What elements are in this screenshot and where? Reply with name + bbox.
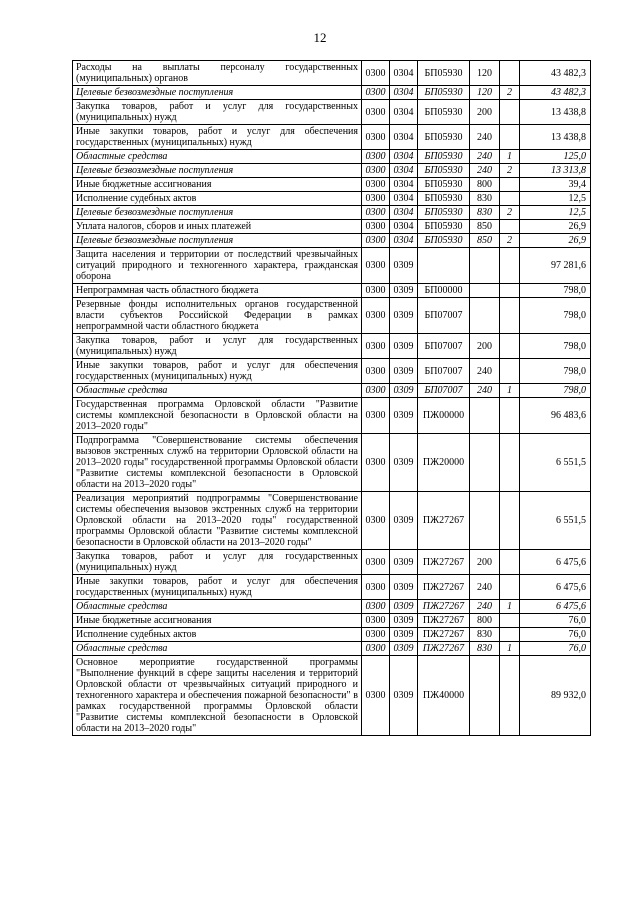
amount-cell: 13 438,8 bbox=[520, 125, 591, 150]
amount-cell: 89 932,0 bbox=[520, 656, 591, 736]
funding-source-cell: 2 bbox=[500, 86, 520, 100]
target-article-cell: БП00000 bbox=[418, 284, 470, 298]
table-row bbox=[73, 61, 591, 86]
row-name-cell: Резервные фонды исполнительных органов государственной власти субъектов Российской Федерации в рамках непрограммной части областного бюджета bbox=[73, 298, 362, 334]
row-name-cell: Иные закупки товаров, работ и услуг для обеспечения государственных (муниципальных) нужд bbox=[73, 359, 362, 384]
row-name-cell: Иные бюджетные ассигнования bbox=[73, 178, 362, 192]
table-row bbox=[73, 359, 591, 384]
target-article-cell: БП05930 bbox=[418, 164, 470, 178]
subsection-code-cell: 0309 bbox=[390, 398, 418, 434]
target-article-cell: ПЖ27267 bbox=[418, 628, 470, 642]
section-code-cell: 0300 bbox=[362, 298, 390, 334]
amount-cell: 6 475,6 bbox=[520, 550, 591, 575]
subsection-code-cell: 0304 bbox=[390, 234, 418, 248]
subsection-code-cell: 0309 bbox=[390, 334, 418, 359]
row-name-cell: Целевые безвозмездные поступления bbox=[73, 164, 362, 178]
table-row bbox=[73, 384, 591, 398]
funding-source-cell bbox=[500, 434, 520, 492]
target-article-cell: БП07007 bbox=[418, 359, 470, 384]
amount-cell: 798,0 bbox=[520, 359, 591, 384]
amount-cell: 12,5 bbox=[520, 206, 591, 220]
table-row bbox=[73, 100, 591, 125]
subsection-code-cell: 0304 bbox=[390, 100, 418, 125]
funding-source-cell: 1 bbox=[500, 600, 520, 614]
section-code-cell: 0300 bbox=[362, 192, 390, 206]
amount-cell: 798,0 bbox=[520, 334, 591, 359]
subsection-code-cell: 0304 bbox=[390, 86, 418, 100]
expense-type-cell: 830 bbox=[470, 642, 500, 656]
subsection-code-cell: 0304 bbox=[390, 125, 418, 150]
target-article-cell: БП05930 bbox=[418, 86, 470, 100]
expense-type-cell: 240 bbox=[470, 164, 500, 178]
amount-cell: 26,9 bbox=[520, 220, 591, 234]
budget-table bbox=[72, 60, 591, 736]
section-code-cell: 0300 bbox=[362, 220, 390, 234]
target-article-cell: БП05930 bbox=[418, 234, 470, 248]
table-row bbox=[73, 575, 591, 600]
expense-type-cell: 240 bbox=[470, 125, 500, 150]
target-article-cell: БП05930 bbox=[418, 206, 470, 220]
table-row bbox=[73, 298, 591, 334]
funding-source-cell bbox=[500, 178, 520, 192]
section-code-cell: 0300 bbox=[362, 150, 390, 164]
amount-cell: 798,0 bbox=[520, 384, 591, 398]
section-code-cell: 0300 bbox=[362, 575, 390, 600]
section-code-cell: 0300 bbox=[362, 492, 390, 550]
expense-type-cell bbox=[470, 492, 500, 550]
target-article-cell bbox=[418, 248, 470, 284]
section-code-cell: 0300 bbox=[362, 125, 390, 150]
table-row bbox=[73, 150, 591, 164]
expense-type-cell: 200 bbox=[470, 100, 500, 125]
funding-source-cell: 1 bbox=[500, 384, 520, 398]
section-code-cell: 0300 bbox=[362, 164, 390, 178]
table-row bbox=[73, 86, 591, 100]
expense-type-cell bbox=[470, 298, 500, 334]
row-name-cell: Областные средства bbox=[73, 600, 362, 614]
target-article-cell: БП07007 bbox=[418, 384, 470, 398]
target-article-cell: ПЖ00000 bbox=[418, 398, 470, 434]
subsection-code-cell: 0309 bbox=[390, 384, 418, 398]
table-row bbox=[73, 248, 591, 284]
table-row bbox=[73, 125, 591, 150]
amount-cell: 76,0 bbox=[520, 642, 591, 656]
funding-source-cell bbox=[500, 220, 520, 234]
target-article-cell: БП05930 bbox=[418, 125, 470, 150]
target-article-cell: БП05930 bbox=[418, 192, 470, 206]
target-article-cell: БП05930 bbox=[418, 61, 470, 86]
row-name-cell: Реализация мероприятий подпрограммы "Совершенствование системы обеспечения вызовов экстренных служб на территории Орловской области на 2013–2020 годы" государственной программы Орловской области "Развитие системы комплексной безопасности в Орловской области на 2013–2020 годы" bbox=[73, 492, 362, 550]
subsection-code-cell: 0309 bbox=[390, 359, 418, 384]
expense-type-cell: 850 bbox=[470, 234, 500, 248]
subsection-code-cell: 0309 bbox=[390, 434, 418, 492]
table-row bbox=[73, 234, 591, 248]
section-code-cell: 0300 bbox=[362, 434, 390, 492]
amount-cell: 6 551,5 bbox=[520, 434, 591, 492]
target-article-cell: ПЖ40000 bbox=[418, 656, 470, 736]
section-code-cell: 0300 bbox=[362, 550, 390, 575]
funding-source-cell bbox=[500, 334, 520, 359]
expense-type-cell: 240 bbox=[470, 359, 500, 384]
subsection-code-cell: 0309 bbox=[390, 642, 418, 656]
funding-source-cell: 1 bbox=[500, 642, 520, 656]
section-code-cell: 0300 bbox=[362, 359, 390, 384]
funding-source-cell: 2 bbox=[500, 206, 520, 220]
amount-cell: 798,0 bbox=[520, 298, 591, 334]
row-name-cell: Иные бюджетные ассигнования bbox=[73, 614, 362, 628]
table-row bbox=[73, 656, 591, 736]
expense-type-cell: 830 bbox=[470, 192, 500, 206]
target-article-cell: БП05930 bbox=[418, 178, 470, 192]
budget-table-body bbox=[73, 61, 591, 736]
row-name-cell: Основное мероприятие государственной программы "Выполнение функций в сфере защиты населения и территорий Орловской области от чрезвычайных ситуаций природного и техногенного характера и обеспечения пожарной безопасности" в рамках государственной программы Орловской области "Развитие системы комплексной безопасности в Орловской области на 2013–2020 годы" bbox=[73, 656, 362, 736]
row-name-cell: Защита населения и территории от последствий чрезвычайных ситуаций природного и техногенного характера, гражданская оборона bbox=[73, 248, 362, 284]
funding-source-cell bbox=[500, 656, 520, 736]
subsection-code-cell: 0309 bbox=[390, 628, 418, 642]
expense-type-cell: 850 bbox=[470, 220, 500, 234]
expense-type-cell: 120 bbox=[470, 86, 500, 100]
funding-source-cell bbox=[500, 284, 520, 298]
amount-cell: 13 438,8 bbox=[520, 100, 591, 125]
subsection-code-cell: 0304 bbox=[390, 178, 418, 192]
row-name-cell: Закупка товаров, работ и услуг для государственных (муниципальных) нужд bbox=[73, 100, 362, 125]
row-name-cell: Закупка товаров, работ и услуг для государственных (муниципальных) нужд bbox=[73, 550, 362, 575]
table-row bbox=[73, 178, 591, 192]
subsection-code-cell: 0309 bbox=[390, 298, 418, 334]
amount-cell: 6 475,6 bbox=[520, 575, 591, 600]
subsection-code-cell: 0309 bbox=[390, 284, 418, 298]
table-row bbox=[73, 614, 591, 628]
section-code-cell: 0300 bbox=[362, 628, 390, 642]
funding-source-cell bbox=[500, 398, 520, 434]
table-row bbox=[73, 192, 591, 206]
funding-source-cell bbox=[500, 248, 520, 284]
row-name-cell: Непрограммная часть областного бюджета bbox=[73, 284, 362, 298]
row-name-cell: Исполнение судебных актов bbox=[73, 192, 362, 206]
funding-source-cell: 2 bbox=[500, 164, 520, 178]
target-article-cell: ПЖ27267 bbox=[418, 492, 470, 550]
target-article-cell: БП07007 bbox=[418, 298, 470, 334]
funding-source-cell: 2 bbox=[500, 234, 520, 248]
subsection-code-cell: 0309 bbox=[390, 550, 418, 575]
target-article-cell: ПЖ20000 bbox=[418, 434, 470, 492]
expense-type-cell bbox=[470, 398, 500, 434]
expense-type-cell: 120 bbox=[470, 61, 500, 86]
target-article-cell: БП07007 bbox=[418, 334, 470, 359]
section-code-cell: 0300 bbox=[362, 284, 390, 298]
table-row bbox=[73, 284, 591, 298]
funding-source-cell bbox=[500, 550, 520, 575]
subsection-code-cell: 0309 bbox=[390, 492, 418, 550]
section-code-cell: 0300 bbox=[362, 334, 390, 359]
funding-source-cell bbox=[500, 492, 520, 550]
subsection-code-cell: 0304 bbox=[390, 164, 418, 178]
subsection-code-cell: 0304 bbox=[390, 220, 418, 234]
table-row bbox=[73, 164, 591, 178]
section-code-cell: 0300 bbox=[362, 234, 390, 248]
expense-type-cell: 800 bbox=[470, 178, 500, 192]
funding-source-cell bbox=[500, 575, 520, 600]
section-code-cell: 0300 bbox=[362, 384, 390, 398]
expense-type-cell: 240 bbox=[470, 600, 500, 614]
funding-source-cell bbox=[500, 614, 520, 628]
expense-type-cell: 200 bbox=[470, 334, 500, 359]
table-row bbox=[73, 434, 591, 492]
amount-cell: 26,9 bbox=[520, 234, 591, 248]
section-code-cell: 0300 bbox=[362, 642, 390, 656]
amount-cell: 39,4 bbox=[520, 178, 591, 192]
row-name-cell: Исполнение судебных актов bbox=[73, 628, 362, 642]
amount-cell: 6 475,6 bbox=[520, 600, 591, 614]
subsection-code-cell: 0309 bbox=[390, 614, 418, 628]
target-article-cell: ПЖ27267 bbox=[418, 600, 470, 614]
section-code-cell: 0300 bbox=[362, 178, 390, 192]
amount-cell: 97 281,6 bbox=[520, 248, 591, 284]
subsection-code-cell: 0309 bbox=[390, 600, 418, 614]
section-code-cell: 0300 bbox=[362, 100, 390, 125]
row-name-cell: Иные закупки товаров, работ и услуг для обеспечения государственных (муниципальных) нужд bbox=[73, 125, 362, 150]
table-row bbox=[73, 642, 591, 656]
section-code-cell: 0300 bbox=[362, 248, 390, 284]
amount-cell: 125,0 bbox=[520, 150, 591, 164]
table-row bbox=[73, 220, 591, 234]
expense-type-cell: 240 bbox=[470, 384, 500, 398]
target-article-cell: ПЖ27267 bbox=[418, 614, 470, 628]
row-name-cell: Целевые безвозмездные поступления bbox=[73, 206, 362, 220]
expense-type-cell: 830 bbox=[470, 628, 500, 642]
section-code-cell: 0300 bbox=[362, 600, 390, 614]
section-code-cell: 0300 bbox=[362, 398, 390, 434]
row-name-cell: Целевые безвозмездные поступления bbox=[73, 234, 362, 248]
target-article-cell: ПЖ27267 bbox=[418, 575, 470, 600]
amount-cell: 76,0 bbox=[520, 614, 591, 628]
subsection-code-cell: 0304 bbox=[390, 150, 418, 164]
subsection-code-cell: 0309 bbox=[390, 575, 418, 600]
funding-source-cell bbox=[500, 100, 520, 125]
row-name-cell: Целевые безвозмездные поступления bbox=[73, 86, 362, 100]
row-name-cell: Государственная программа Орловской области "Развитие системы комплексной безопасности в Орловской области на 2013–2020 годы" bbox=[73, 398, 362, 434]
row-name-cell: Расходы на выплаты персоналу государственных (муниципальных) органов bbox=[73, 61, 362, 86]
amount-cell: 6 551,5 bbox=[520, 492, 591, 550]
table-row bbox=[73, 206, 591, 220]
table-row bbox=[73, 550, 591, 575]
target-article-cell: БП05930 bbox=[418, 150, 470, 164]
subsection-code-cell: 0304 bbox=[390, 206, 418, 220]
funding-source-cell bbox=[500, 125, 520, 150]
expense-type-cell bbox=[470, 434, 500, 492]
row-name-cell: Иные закупки товаров, работ и услуг для обеспечения государственных (муниципальных) нужд bbox=[73, 575, 362, 600]
amount-cell: 12,5 bbox=[520, 192, 591, 206]
subsection-code-cell: 0304 bbox=[390, 192, 418, 206]
page-number: 12 bbox=[313, 30, 327, 45]
row-name-cell: Областные средства bbox=[73, 150, 362, 164]
expense-type-cell: 830 bbox=[470, 206, 500, 220]
expense-type-cell bbox=[470, 248, 500, 284]
amount-cell: 13 313,8 bbox=[520, 164, 591, 178]
row-name-cell: Закупка товаров, работ и услуг для государственных (муниципальных) нужд bbox=[73, 334, 362, 359]
row-name-cell: Уплата налогов, сборов и иных платежей bbox=[73, 220, 362, 234]
funding-source-cell bbox=[500, 359, 520, 384]
section-code-cell: 0300 bbox=[362, 206, 390, 220]
amount-cell: 76,0 bbox=[520, 628, 591, 642]
expense-type-cell: 200 bbox=[470, 550, 500, 575]
budget-table-container bbox=[72, 60, 590, 736]
expense-type-cell: 240 bbox=[470, 575, 500, 600]
table-row bbox=[73, 600, 591, 614]
subsection-code-cell: 0309 bbox=[390, 248, 418, 284]
section-code-cell: 0300 bbox=[362, 656, 390, 736]
section-code-cell: 0300 bbox=[362, 86, 390, 100]
table-row bbox=[73, 398, 591, 434]
amount-cell: 43 482,3 bbox=[520, 61, 591, 86]
amount-cell: 96 483,6 bbox=[520, 398, 591, 434]
table-row bbox=[73, 492, 591, 550]
amount-cell: 798,0 bbox=[520, 284, 591, 298]
expense-type-cell: 240 bbox=[470, 150, 500, 164]
section-code-cell: 0300 bbox=[362, 614, 390, 628]
expense-type-cell: 800 bbox=[470, 614, 500, 628]
expense-type-cell bbox=[470, 656, 500, 736]
target-article-cell: ПЖ27267 bbox=[418, 550, 470, 575]
row-name-cell: Областные средства bbox=[73, 384, 362, 398]
target-article-cell: БП05930 bbox=[418, 220, 470, 234]
funding-source-cell: 1 bbox=[500, 150, 520, 164]
funding-source-cell bbox=[500, 61, 520, 86]
funding-source-cell bbox=[500, 192, 520, 206]
target-article-cell: ПЖ27267 bbox=[418, 642, 470, 656]
expense-type-cell bbox=[470, 284, 500, 298]
subsection-code-cell: 0304 bbox=[390, 61, 418, 86]
table-row bbox=[73, 628, 591, 642]
subsection-code-cell: 0309 bbox=[390, 656, 418, 736]
table-row bbox=[73, 334, 591, 359]
funding-source-cell bbox=[500, 628, 520, 642]
funding-source-cell bbox=[500, 298, 520, 334]
section-code-cell: 0300 bbox=[362, 61, 390, 86]
row-name-cell: Областные средства bbox=[73, 642, 362, 656]
target-article-cell: БП05930 bbox=[418, 100, 470, 125]
amount-cell: 43 482,3 bbox=[520, 86, 591, 100]
row-name-cell: Подпрограмма "Совершенствование системы обеспечения вызовов экстренных служб на территории Орловской области на 2013–2020 годы" государственной программы Орловской области "Развитие системы комплексной безопасности в Орловской области на 2013–2020 годы" bbox=[73, 434, 362, 492]
